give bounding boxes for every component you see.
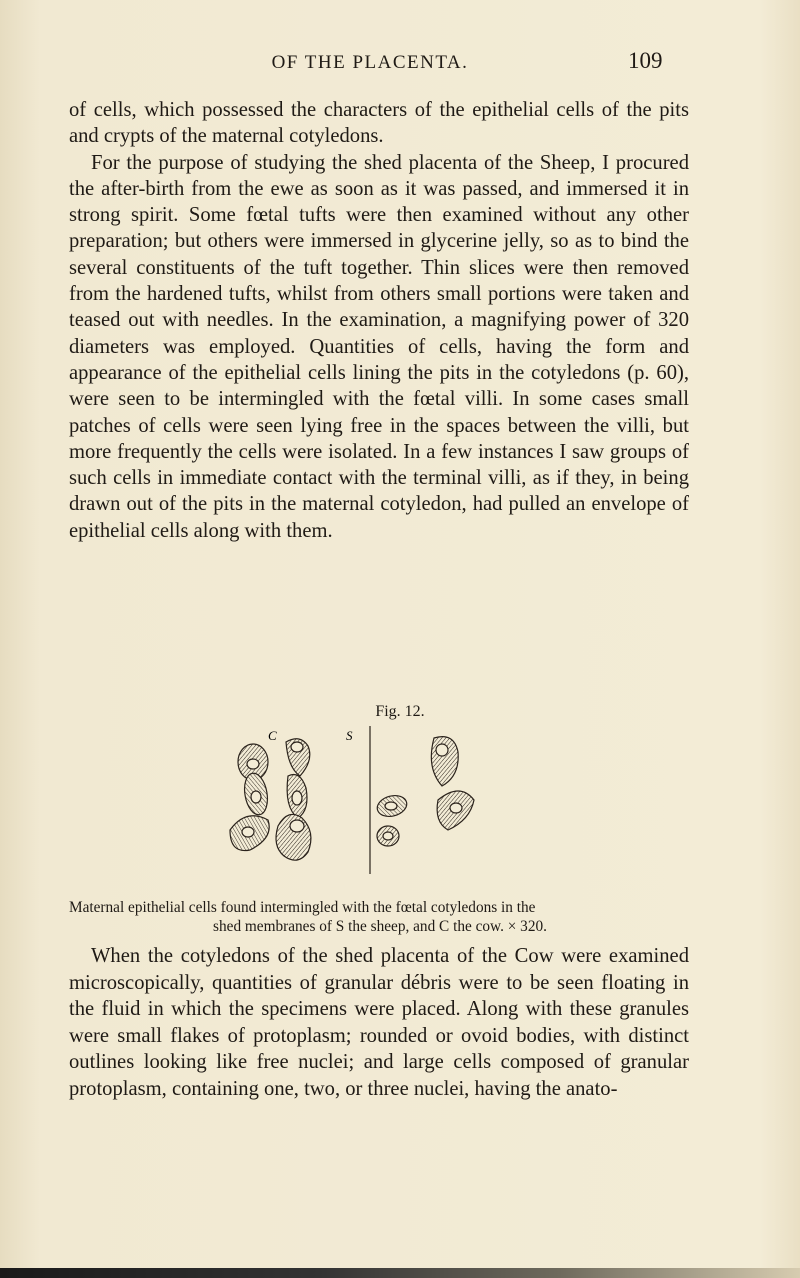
sheep-cell-nucleus (385, 802, 397, 810)
cow-cell-nucleus (292, 791, 302, 805)
page-number: 109 (628, 48, 663, 73)
figure-label-cow: C (268, 728, 277, 743)
sheep-cells (375, 737, 474, 846)
figure-12-illustration (220, 722, 490, 882)
cow-cells (230, 739, 311, 860)
sheep-cell-nucleus (450, 803, 462, 813)
figure-label-sheep: S (346, 728, 353, 743)
body-text-top (69, 97, 689, 544)
sheep-cell-nucleus (436, 744, 448, 756)
body-text-bottom (69, 943, 689, 1103)
sheep-cell-nucleus (383, 832, 393, 840)
figure-title: Fig. 12. (375, 703, 425, 720)
cow-cell-nucleus (242, 827, 254, 837)
paragraph-continuation: of cells, which possessed the characters of the epithelial cells of the pits and crypts of the maternal cotyledons. (69, 99, 689, 148)
cow-cell-nucleus (247, 759, 259, 769)
cow-cell-nucleus (290, 820, 304, 832)
scan-edge-shadow (0, 1268, 800, 1278)
figure-caption (69, 898, 691, 936)
running-title: OF THE PLACENTA. (271, 52, 469, 73)
cow-cell-nucleus (251, 791, 261, 803)
paragraph-cow-placenta: When the cotyledons of the shed placenta of the Cow were examined microscopically, quantities of granular débris were to be seen floating in the fluid in which the specimens were placed. Along with these granules were small flakes of protoplasm; rounded or ovoid bodies, with distinct outlines looking like free nuclei; and large cells composed of granular protoplasm, containing one, two, or three nuclei, having the anato- (69, 945, 689, 1100)
caption-line-2: shed membranes of S the sheep, and C the cow. × 320. (213, 918, 547, 935)
paragraph-sheep-placenta: For the purpose of studying the shed placenta of the Sheep, I procured the after-birth from the ewe as soon as it was passed, and immersed it in strong spirit. Some fœtal tufts were then examined without any other preparation; but others were immersed in glycerine jelly, so as to bind the several constituents of the tuft together. Thin slices were then removed from the hardened tufts, whilst from others small portions were taken and teased out with needles. In the examination, a magnifying power of 320 diameters was employed. Quantities of cells, having the form and appearance of the epithelial cells lining the pits in the cotyledons (p. 60), were seen to be intermingled with the fœtal villi. In some cases small patches of cells were seen lying free in the spaces between the villi, but more frequently the cells were isolated. In a few instances I saw groups of such cells in immediate contact with the terminal villi, as if they, in being drawn out of the pits in the maternal cotyledon, had pulled an envelope of epithelial cells along with them. (69, 151, 689, 542)
caption-line-1: Maternal epithelial cells found intermingled with the fœtal cotyledons in the (69, 899, 536, 916)
cow-cell-nucleus (291, 742, 303, 752)
